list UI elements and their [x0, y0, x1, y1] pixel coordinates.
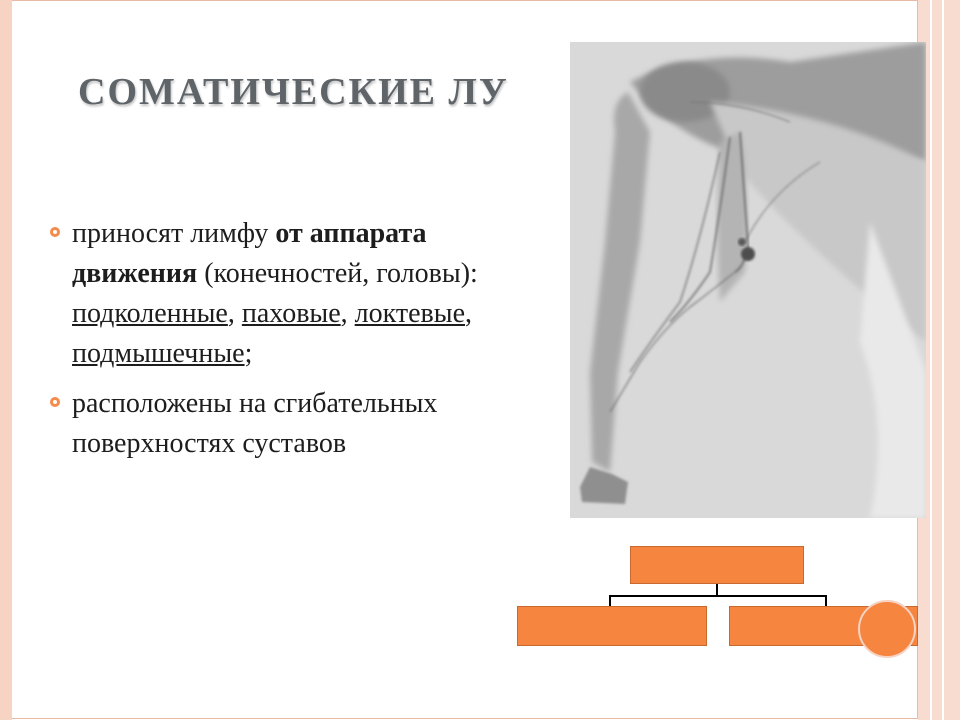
separator: , — [465, 298, 473, 329]
xray-arm-illustration — [570, 42, 926, 518]
separator: , — [340, 298, 355, 329]
slide-title: СОМАТИЧЕСКИЕ ЛУ — [78, 71, 509, 113]
org-chart-connector — [609, 595, 827, 597]
xray-image — [570, 42, 926, 518]
bullet-text: (конечностей, головы): — [197, 258, 478, 289]
bullet-circle-icon — [50, 227, 60, 237]
node-group-inguinal: паховые — [241, 298, 341, 329]
org-chart-connector — [825, 595, 827, 606]
node-group-cubital: локтевые — [354, 298, 466, 329]
bullet-circle-icon — [50, 397, 60, 407]
left-frame-band — [0, 0, 12, 720]
org-chart-connector — [609, 595, 611, 606]
frame-stripe — [942, 0, 944, 720]
frame-stripe — [930, 0, 932, 720]
bullet-text: приносят лимфу — [72, 218, 276, 249]
org-chart-child-box-left — [517, 606, 707, 646]
corner-decoration-circle — [858, 600, 916, 658]
bullet-text-bold: от аппарата движения — [72, 218, 427, 289]
org-chart-top-box — [630, 546, 804, 584]
separator: ; — [244, 338, 253, 369]
bullet-item-location — [48, 384, 503, 464]
node-group-axillary: подмышечные — [72, 338, 245, 369]
node-group-popliteal: подколенные — [72, 298, 228, 329]
separator: , — [227, 298, 242, 329]
bullet-item-lymph-source — [48, 214, 503, 374]
bullet-text: расположены на сгибательных поверхностях суставов — [72, 388, 438, 459]
bullet-list — [48, 214, 503, 474]
